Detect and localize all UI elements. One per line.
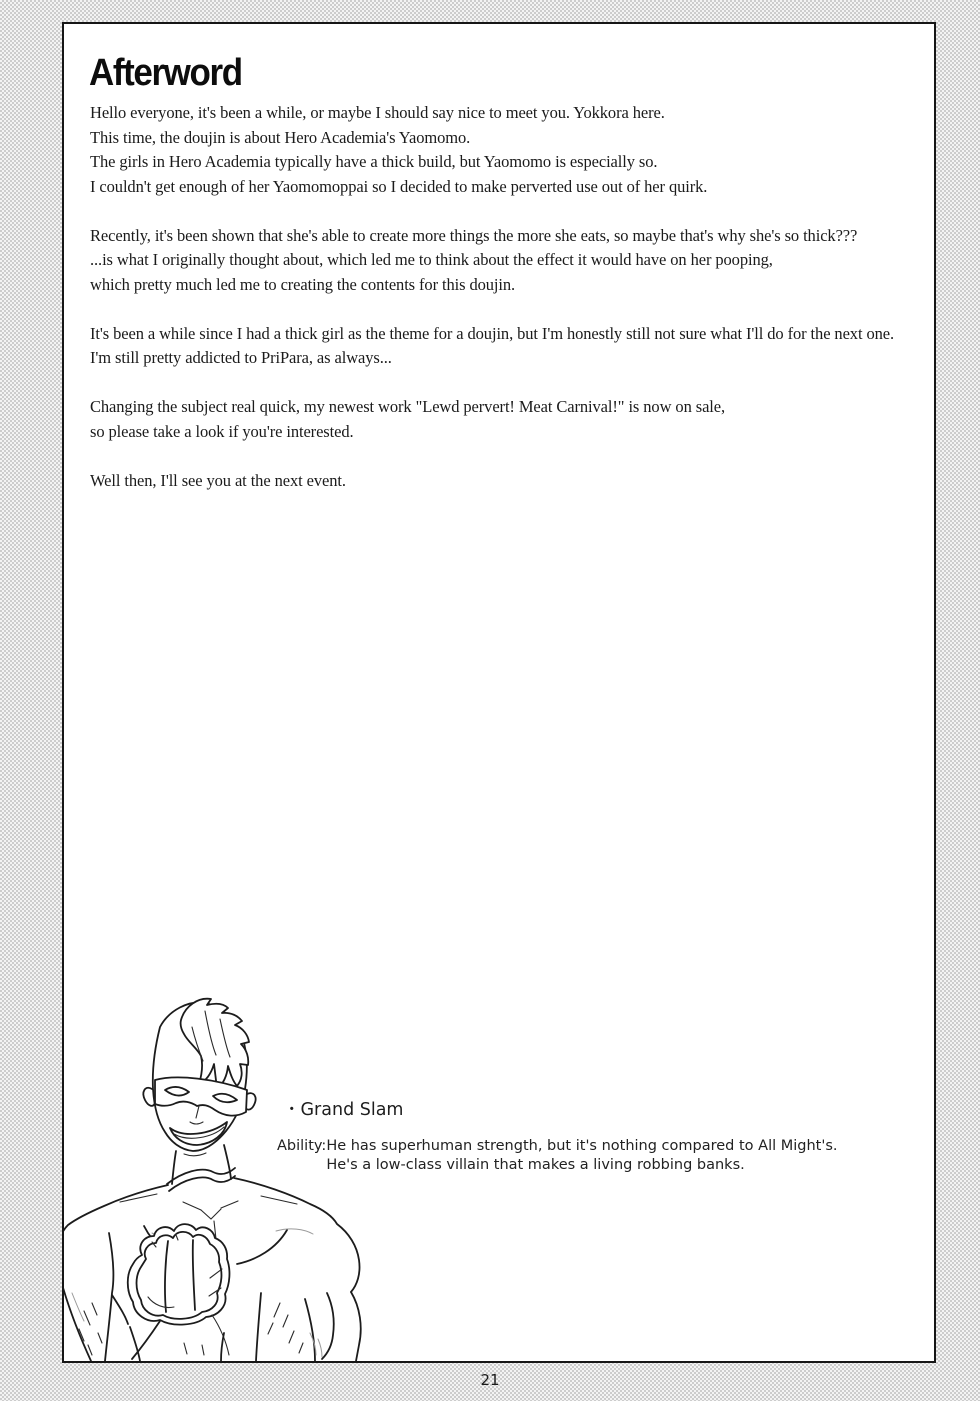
text-line: Changing the subject real quick, my newest work "Lewd pervert! Meat Carnival!" is now on sale, — [90, 397, 726, 416]
text-line: ...is what I originally thought about, which led me to think about the effect it would have on her pooping, — [90, 250, 773, 269]
paragraph — [90, 224, 930, 298]
page-number: 21 — [480, 1371, 500, 1389]
text-line: This time, the doujin is about Hero Academia's Yaomomo. — [90, 127, 471, 147]
text-line: I couldn't get enough of her Yaomomoppai so I decided to make perverted use out of her quirk. — [90, 176, 708, 196]
afterword-text — [90, 101, 930, 518]
text-line: which pretty much led me to creating the contents for this doujin. — [90, 274, 516, 294]
ability-line: He's a low-class villain that makes a living robbing banks. — [326, 1156, 745, 1173]
character-caption — [277, 1096, 923, 1174]
text-line: It's been a while since I had a thick girl as the theme for a doujin, but I'm honestly still not sure what I'll do for the next one. — [90, 323, 895, 343]
text-line: Recently, it's been shown that she's able to create more things the more she eats, so maybe that's why she's so thick??? — [90, 225, 858, 245]
text-line: Well then, I'll see you at the next event. — [90, 470, 346, 490]
bullet-icon: ・ — [283, 1100, 301, 1120]
character-name-label: Grand Slam — [300, 1100, 404, 1120]
paragraph — [90, 322, 930, 371]
doujin-page — [62, 22, 936, 1363]
ability-description — [326, 1137, 837, 1174]
text-line: The girls in Hero Academia typically have a thick build, but Yaomomo is especially so. — [90, 152, 658, 171]
paragraph — [90, 469, 930, 494]
character-ability — [277, 1137, 923, 1174]
ability-label: Ability: — [277, 1138, 327, 1154]
text-line: so please take a look if you're interested. — [90, 421, 354, 441]
paragraph — [90, 101, 930, 199]
ability-line: He has superhuman strength, but it's nothing compared to All Might's. — [326, 1138, 838, 1154]
text-line: I'm still pretty addicted to PriPara, as always... — [90, 348, 392, 367]
paragraph — [90, 395, 930, 444]
page-title: Afterword — [89, 52, 242, 94]
character-illustration — [64, 993, 392, 1361]
character-name — [283, 1096, 923, 1121]
text-line: Hello everyone, it's been a while, or maybe I should say nice to meet you. Yokkora here. — [90, 103, 665, 122]
